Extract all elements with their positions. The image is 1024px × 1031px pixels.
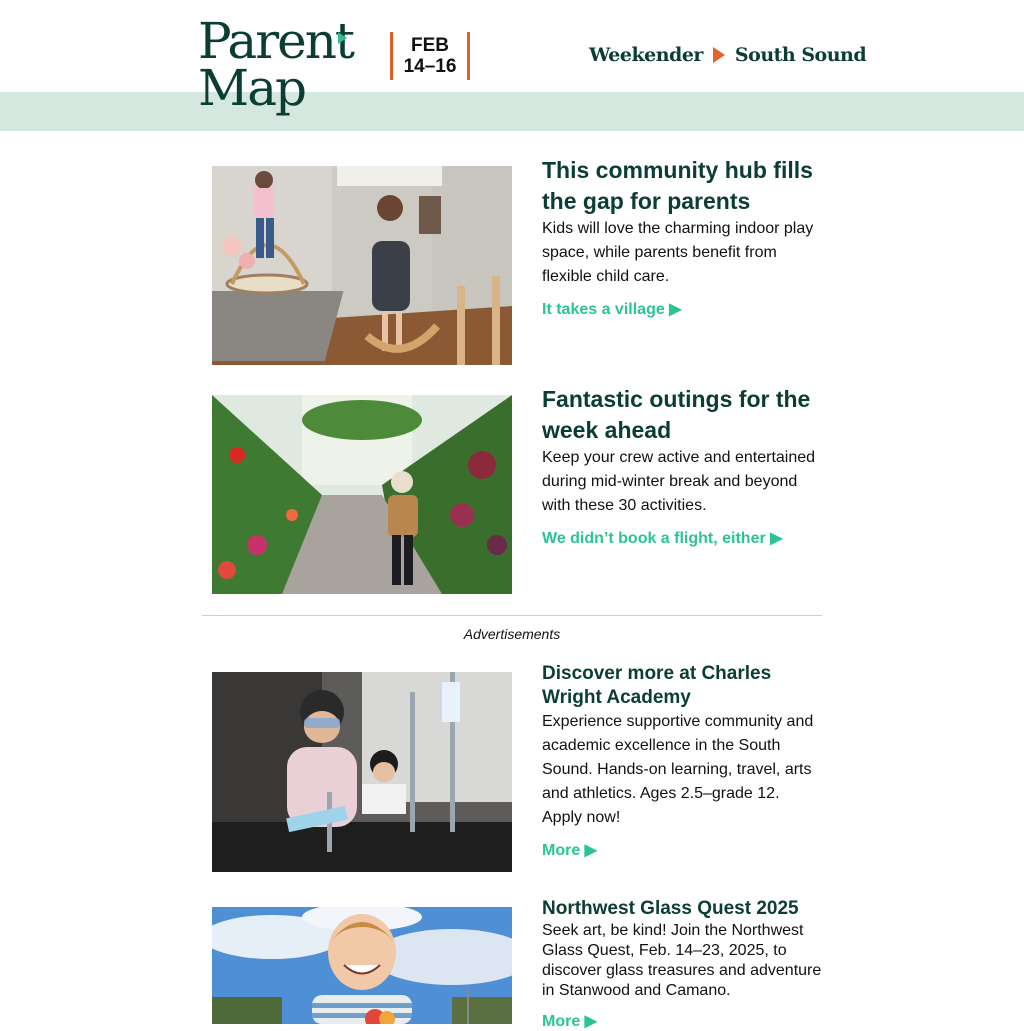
section-divider: [202, 615, 822, 616]
story-block-2: [542, 384, 822, 548]
story-link[interactable]: We didn’t book a flight, either ▶: [542, 530, 783, 547]
story-block-1: [542, 155, 822, 319]
header-band: [0, 92, 1024, 131]
date-range: 14–16: [403, 56, 457, 77]
ad-title[interactable]: Discover more at Charles Wright Academy: [542, 663, 772, 708]
story-body: Keep your crew active and entertained during mid-winter break and beyond with these 30 activities.: [542, 449, 816, 514]
ad-more-link[interactable]: More ▶: [542, 842, 597, 859]
ad-block-1: [542, 662, 822, 860]
parentmap-logo[interactable]: [198, 12, 353, 117]
date-month: FEB: [411, 35, 449, 56]
logo-line-parent: Parent: [198, 12, 353, 70]
story-image-play-space[interactable]: [212, 166, 512, 365]
ad-image-lab[interactable]: [212, 672, 512, 872]
ad-body: Seek art, be kind! Join the Northwest Glass Quest, Feb. 14–23, 2025, to discover glass treasures and adventure in Stanwood and Camano.: [542, 922, 822, 999]
advertisements-label: Advertisements: [463, 626, 561, 642]
logo-line-map: Map: [198, 59, 306, 117]
logo-triangle-icon: [338, 32, 347, 44]
ad-title[interactable]: Northwest Glass Quest 2025: [542, 898, 799, 919]
story-image-garden[interactable]: [212, 395, 512, 594]
story-body: Kids will love the charming indoor play space, while parents benefit from flexible child care.: [542, 220, 814, 285]
play-arrow-icon: [713, 47, 725, 63]
edition-label: [589, 44, 866, 66]
edition-weekender: Weekender: [589, 44, 703, 66]
date-badge: [390, 32, 470, 80]
story-title[interactable]: Fantastic outings for the week ahead: [542, 386, 811, 443]
ad-body: Experience supportive community and academic excellence in the South Sound. Hands-on learning, travel, arts and athletics. Ages 2.5–grade 12. Apply now!: [542, 713, 814, 826]
ad-image-glass-quest[interactable]: [212, 907, 512, 1024]
story-title[interactable]: This community hub fills the gap for parents: [542, 157, 813, 214]
story-link[interactable]: It takes a village ▶: [542, 301, 682, 318]
edition-region: South Sound: [734, 44, 867, 66]
ad-more-link[interactable]: More ▶: [542, 1013, 597, 1030]
ad-block-2: [542, 897, 822, 1031]
